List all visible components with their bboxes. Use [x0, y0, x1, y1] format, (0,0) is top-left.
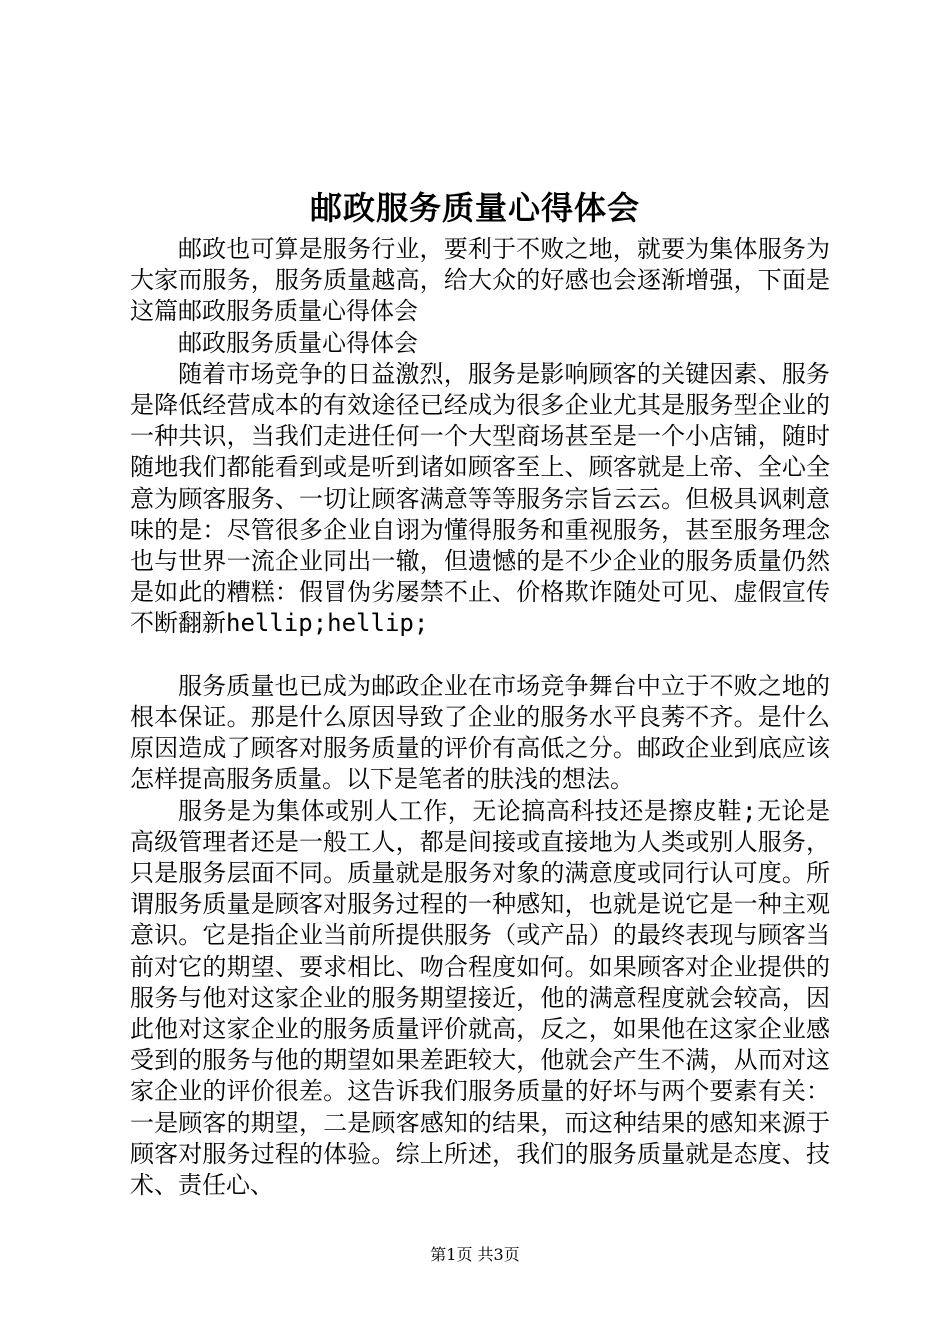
body-paragraph-2: 服务质量也已成为邮政企业在市场竞争舞台中立于不败之地的根本保证。那是什么原因导致了企业的服务水平良莠不齐。是什么原因造成了顾客对服务质量的评价有高低之分。邮政企业到底应该怎样提高服务质量。以下是笔者的肤浅的想法。	[130, 671, 830, 794]
subheading-paragraph: 邮政服务质量心得体会	[178, 328, 418, 357]
document-title: 邮政服务质量心得体会	[309, 189, 640, 227]
page-footer: 第1页 共3页	[430, 1245, 520, 1264]
body-paragraph-1: 随着市场竞争的日益激烈，服务是影响顾客的关键因素、服务是降低经营成本的有效途径已经成为很多企业尤其是服务型企业的一种共识，当我们走进任何一个大型商场甚至是一个小店铺，随时随地我们都能看到或是听到诸如顾客至上、顾客就是上帝、全心全意为顾客服务、一切让顾客满意等等服务宗旨云云。但极具讽刺意味的是：尽管很多企业自诩为懂得服务和重视服务，甚至服务理念也与世界一流企业同出一辙，但遗憾的是不少企业的服务质量仍然是如此的糟糕：假冒伪劣屡禁不止、价格欺诈随处可见、虚假宣传不断翻新hellip;hellip;	[130, 359, 830, 638]
document-body	[130, 234, 830, 1201]
body-paragraph-3: 服务是为集体或别人工作，无论搞高科技还是擦皮鞋;无论是高级管理者还是一般工人，都是间接或直接地为人类或别人服务，只是服务层面不同。质量就是服务对象的满意度或同行认可度。所谓服务质量是顾客对服务过程的一种感知，也就是说它是一种主观意识。它是指企业当前所提供服务（或产品）的最终表现与顾客当前对它的期望、要求相比、吻合程度如何。如果顾客对企业提供的服务与他对这家企业的服务期望接近，他的满意程度就会较高，因此他对这家企业的服务质量评价就高，反之，如果他在这家企业感受到的服务与他的期望如果差距较大，他就会产生不满，从而对这家企业的评价很差。这告诉我们服务质量的好坏与两个要素有关：一是顾客的期望，二是顾客感知的结果，而这种结果的感知来源于顾客对服务过程的体验。综上所述，我们的服务质量就是态度、技术、责任心、	[130, 796, 830, 1200]
intro-paragraph: 邮政也可算是服务行业，要利于不败之地，就要为集体服务为大家而服务，服务质量越高，给大众的好感也会逐渐增强，下面是这篇邮政服务质量心得体会	[130, 235, 830, 326]
